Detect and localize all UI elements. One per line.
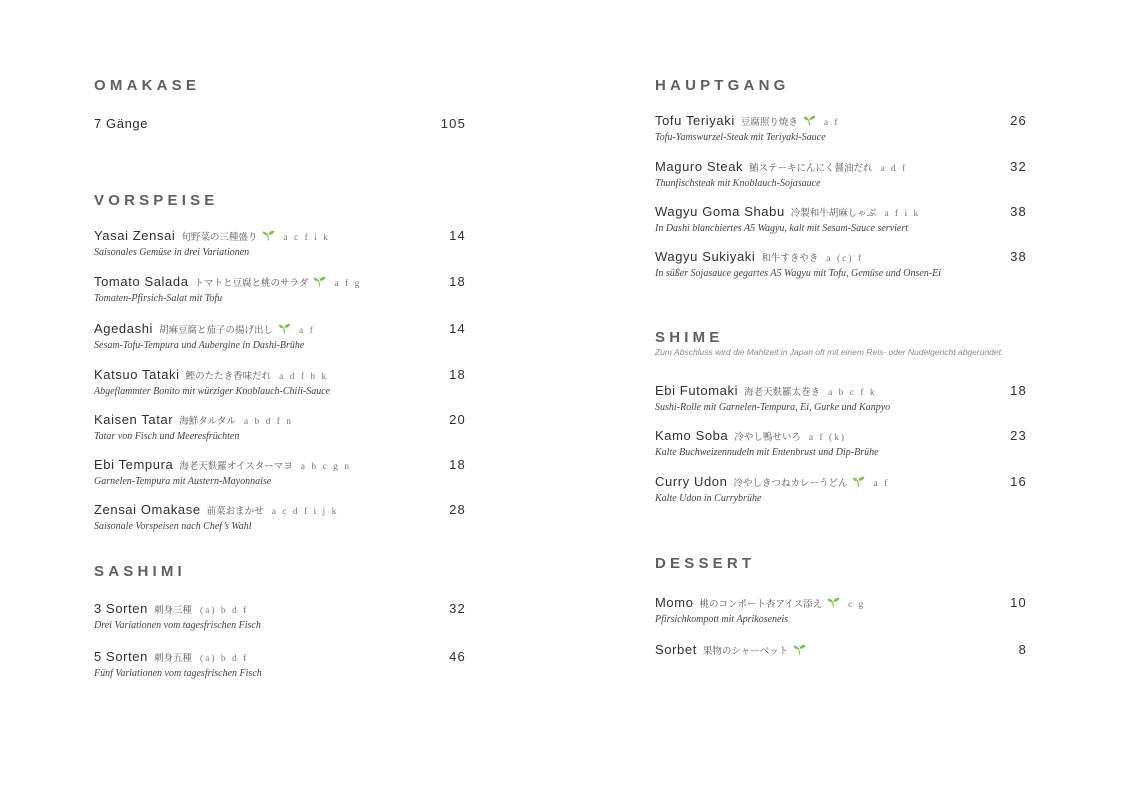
item-row [94,648,466,665]
allergen-codes: (a) b d f [199,606,249,616]
vegan-leaf-icon [827,595,840,606]
vegan-leaf-icon [793,642,806,653]
item-name: Curry Udon [655,474,728,489]
allergen-codes: a c f i k [283,233,330,243]
menu-item [655,641,1027,658]
item-price: 20 [449,412,466,427]
item-japanese-name: 海鮮タルタル [179,416,236,427]
item-japanese-name: 鰹のたたき香味だれ [185,371,272,382]
item-name: Tofu Teriyaki [655,113,735,128]
item-description: In süßer Sojasauce gegartes A5 Wagyu mit Tofu, Gemüse und Onsen-Ei [655,268,941,279]
section-omakase [94,77,466,95]
allergen-codes: a (c) f [826,254,864,264]
item-price: 18 [449,457,466,472]
allergen-codes: a d f h k [279,372,329,382]
item-row [94,320,466,337]
item-row [655,427,1027,444]
allergen-codes: a f (k) [808,433,847,443]
item-name: Ebi Tempura [94,457,174,472]
menu-item [94,600,466,632]
item-row [94,600,466,617]
section-title: VORSPEISE [94,192,219,209]
item-description: In Dashi blanchiertes A5 Wagyu, kalt mit Sesam-Sauce serviert [655,223,909,234]
item-description: Saisonales Gemüse in drei Variationen [94,247,250,258]
item-name: Maguro Steak [655,159,744,174]
item-description: Saisonale Vorspeisen nach Chef’s Wahl [94,521,252,532]
menu-item [94,320,466,352]
item-price: 8 [1018,642,1027,657]
item-japanese-name: 冷やし鴨せいろ [734,432,801,443]
item-name: Ebi Futomaki [655,383,739,398]
section-sashimi [94,563,466,581]
item-japanese-name: 果物のシャーベット [702,646,789,657]
menu-item [655,473,1027,505]
menu-item [655,427,1027,459]
allergen-codes: a f [823,118,840,128]
item-description: Fünf Variationen vom tagesfrischen Fisch [94,668,262,679]
item-price: 14 [449,321,466,336]
item-price: 32 [449,601,466,616]
item-row [655,382,1027,399]
item-description: Kalte Buchweizennudeln mit Entenbrust und Dip-Brühe [655,447,879,458]
menu-item [655,112,1027,144]
item-name: Momo [655,595,694,610]
item-row [655,158,1027,175]
item-japanese-name: 和牛すきやき [761,253,819,264]
item-row [655,248,1027,265]
item-name: Kaisen Tatar [94,412,174,427]
item-price: 38 [1010,249,1027,264]
item-price: 32 [1010,159,1027,174]
item-price: 18 [449,274,466,289]
item-name: 7 Gänge [94,116,149,131]
allergen-codes: c g [848,600,866,610]
menu-item [94,411,466,443]
item-japanese-name: 冷製和牛胡麻しゃぶ [790,208,877,219]
item-row [94,456,466,473]
menu-item [94,227,466,259]
item-row [655,641,1027,658]
allergen-codes: a d f [880,164,908,174]
item-price: 14 [449,228,466,243]
section-title: SASHIMI [94,563,186,580]
item-price: 28 [449,502,466,517]
menu-item [655,382,1027,414]
section-title: HAUPTGANG [655,77,790,94]
allergen-codes: a b d f n [243,417,293,427]
item-japanese-name: 海老天麩羅太巻き [744,387,821,398]
item-description: Sushi-Rolle mit Garnelen-Tempura, Ei, Gurke und Kanpyo [655,402,891,413]
item-row [655,473,1027,490]
item-name: Katsuo Tataki [94,367,180,382]
item-japanese-name: 旬野菜の三種盛り [181,232,258,243]
allergen-codes: a b c g n [300,462,351,472]
item-name: Wagyu Sukiyaki [655,249,756,264]
menu-item [94,648,466,680]
item-japanese-name: 海老天麩羅オイスターマヨ [179,461,293,472]
item-name: Sorbet [655,642,697,657]
allergen-codes: a f i k [884,209,921,219]
menu-item [655,248,1027,280]
item-name: Agedashi [94,321,154,336]
item-row [94,273,466,290]
vegan-leaf-icon [852,474,865,485]
vegan-leaf-icon [278,321,291,332]
item-row [655,112,1027,129]
item-row [94,411,466,428]
item-description: Abgeflammter Bonito mit würziger Knoblauch-Chili-Sauce [94,386,331,397]
item-japanese-name: トマトと豆腐と桃のサラダ [194,278,309,289]
item-name: 5 Sorten [94,649,148,664]
item-description: Thunfischsteak mit Knoblauch-Sojasauce [655,178,821,189]
section-hauptgang [655,77,1027,95]
allergen-codes: a c d f i j k [271,507,339,517]
item-japanese-name: 刺身三種 [153,605,192,616]
vegan-leaf-icon [803,113,816,124]
item-description: Garnelen-Tempura mit Austern-Mayonnaise [94,476,272,487]
menu-item [94,115,466,132]
item-name: Wagyu Goma Shabu [655,204,785,219]
menu-item [94,456,466,488]
item-description: Tomaten-Pfirsich-Salat mit Tofu [94,293,223,304]
item-name: Tomato Salada [94,274,189,289]
item-row [655,203,1027,220]
item-description: Pfirsichkompott mit Aprikoseneis [655,614,789,625]
section-title: SHIME [655,329,724,346]
item-japanese-name: 前菜おまかせ [206,506,264,517]
item-japanese-name: 鮪ステーキにんにく醤油だれ [749,163,873,174]
section-title: OMAKASE [94,77,201,94]
item-description: Drei Variationen vom tagesfrischen Fisch [94,620,261,631]
item-description: Tatar von Fisch und Meeresfrüchten [94,431,240,442]
allergen-codes: a f [299,326,315,336]
section-title: DESSERT [655,555,756,572]
allergen-codes: a b c f k [828,388,877,398]
menu-item [655,203,1027,235]
item-row [94,115,466,132]
item-japanese-name: 胡麻豆腐と茄子の揚げ出し [159,325,274,336]
item-japanese-name: 刺身五種 [153,653,192,664]
allergen-codes: a f [873,479,890,489]
section-dessert [655,555,1027,573]
menu-item [94,273,466,305]
item-description: Tofu-Yamswurzel-Steak mit Teriyaki-Sauce [655,132,826,143]
item-price: 18 [1010,383,1027,398]
item-price: 18 [449,367,466,382]
item-price: 16 [1010,474,1027,489]
menu-item [94,366,466,398]
section-note: Zum Abschluss wird die Mahlzeit in Japan oft mit einem Reis- oder Nudelgericht abgerundet. [655,347,1004,357]
menu-item [655,594,1027,626]
item-row [94,227,466,244]
item-price: 10 [1010,595,1027,610]
allergen-codes: (a) b d f [199,654,249,664]
item-row [655,594,1027,611]
item-description: Sesam-Tofu-Tempura und Aubergine in Dashi-Brühe [94,340,305,351]
item-row [94,366,466,383]
item-price: 23 [1010,428,1027,443]
item-description: Kalte Udon in Currybrühe [655,493,762,504]
item-price: 105 [440,116,466,131]
item-japanese-name: 豆腐照り焼き [740,117,798,128]
menu-item [94,501,466,533]
section-vorspeise [94,192,466,210]
item-name: Zensai Omakase [94,502,201,517]
item-price: 26 [1010,113,1027,128]
item-name: 3 Sorten [94,601,148,616]
item-name: Kamo Soba [655,428,729,443]
item-japanese-name: 桃のコンポート杏アイス添え [699,599,823,610]
item-price: 38 [1010,204,1027,219]
menu-item [655,158,1027,190]
allergen-codes: a f g [334,279,362,289]
item-price: 46 [449,649,466,664]
item-japanese-name: 冷やしきつねカレーうどん [733,478,848,489]
section-shime [655,329,1027,357]
item-name: Yasai Zensai [94,228,176,243]
vegan-leaf-icon [262,228,275,239]
vegan-leaf-icon [313,274,326,285]
item-row [94,501,466,518]
